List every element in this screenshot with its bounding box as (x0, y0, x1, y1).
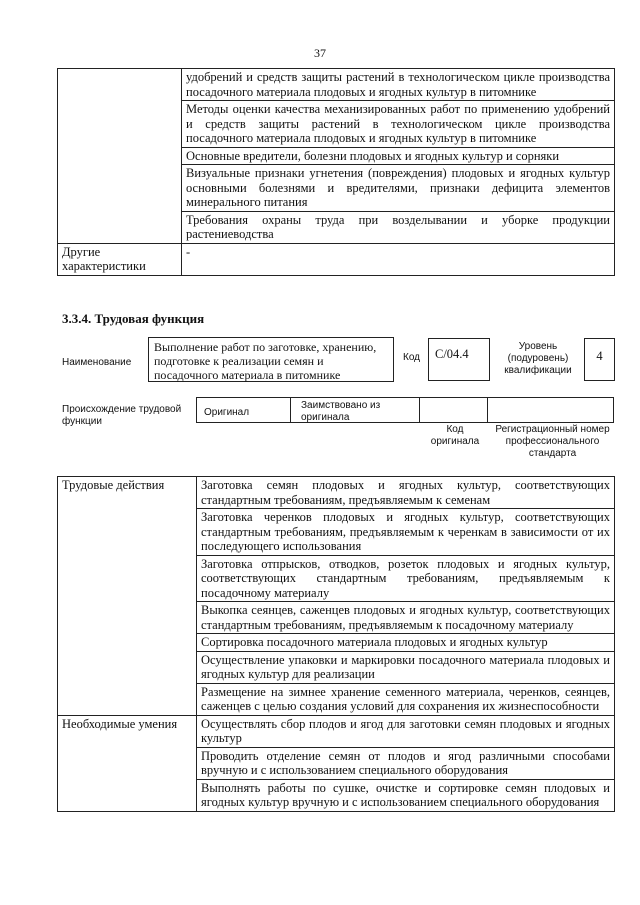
origin-reg-caption: Регистрационный номер профессионального стандарта (495, 424, 610, 459)
function-name: Выполнение работ по заготовке, хранению, подготовке к реализации семян и посадочного материала в питомнике (148, 337, 394, 382)
section-title: 3.3.4. Трудовая функция (62, 311, 205, 326)
code-label: Код (403, 352, 421, 363)
page-number: 37 (314, 46, 326, 60)
origin-row (196, 397, 614, 423)
table-cell: Заготовка черенков плодовых и ягодных культур, соответствующих стандартным требованиям, предъявляемым к черенкам в зависимости от их последующего использования (197, 509, 615, 556)
name-label: Наименование (62, 357, 132, 368)
level-label: Уровень (подуровень) квалификации (504, 341, 572, 376)
knowledge-table (57, 68, 615, 276)
other-characteristics-label: Другие характеристики (58, 243, 182, 275)
divider (419, 398, 420, 422)
table-cell: Методы оценки качества механизированных работ по применению удобрений и средств защиты растений в технологическом цикле производства посадочного материала плодовых и ягодных культур в питомнике (182, 101, 615, 148)
table-cell: удобрений и средств защиты растений в технологическом цикле производства посадочного материала плодовых и ягодных культур в питомнике (182, 69, 615, 101)
table-cell: Основные вредители, болезни плодовых и ягодных культур и сорняки (182, 147, 615, 165)
origin-code-caption: Код оригинала (430, 424, 480, 447)
table-row (58, 69, 615, 101)
origin-original: Оригинал (204, 407, 250, 418)
table-row (58, 243, 615, 275)
table-cell: Выполнять работы по сушке, очистке и сортировке семян плодовых и ягодных культур вручную и с использованием специального оборудования (197, 779, 615, 811)
table-cell: Заготовка семян плодовых и ягодных культур, соответствующих стандартным требованиям, предъявляемым к семенам (197, 477, 615, 509)
table-cell: Сортировка посадочного материала плодовых и ягодных культур (197, 634, 615, 652)
labor-actions-label: Трудовые действия (58, 477, 197, 716)
table-cell-empty (58, 69, 182, 244)
origin-label: Происхождение трудовой функции (62, 404, 182, 427)
table-cell: Осуществление упаковки и маркировки посадочного материала плодовых и ягодных культур для реализации (197, 651, 615, 683)
level-value: 4 (584, 338, 615, 381)
table-cell: Требования охраны труда при возделывании и уборке продукции растениеводства (182, 211, 615, 243)
table-cell: Заготовка отпрысков, отводков, розеток плодовых и ягодных культур, соответствующих стандартным требованиям, предъявляемым к посадочному материалу (197, 555, 615, 602)
divider (487, 398, 488, 422)
table-cell: Визуальные признаки угнетения (повреждения) плодовых и ягодных культур основными болезнями и вредителями, признаки дефицита элементов минерального питания (182, 165, 615, 212)
required-skills-label: Необходимые умения (58, 715, 197, 811)
function-code: C/04.4 (428, 338, 490, 381)
table-cell: Размещение на зимнее хранение семенного материала, черенков, сеянцев, саженцев с целью создания условий для сохранения их жизнеспособности (197, 683, 615, 715)
other-characteristics-value: - (182, 243, 615, 275)
origin-borrowed: Заимствовано из оригинала (301, 400, 381, 423)
table-cell: Проводить отделение семян от плодов и ягод различными способами вручную и с использованием специального оборудования (197, 747, 615, 779)
table-cell: Выкопка сеянцев, саженцев плодовых и ягодных культур, соответствующих стандартным требованиям, предъявляемым к посадочному материалу (197, 602, 615, 634)
main-table (57, 476, 615, 812)
table-row (58, 715, 615, 747)
table-row (58, 477, 615, 509)
divider (290, 398, 291, 422)
table-cell: Осуществлять сбор плодов и ягод для заготовки семян плодовых и ягодных культур (197, 715, 615, 747)
